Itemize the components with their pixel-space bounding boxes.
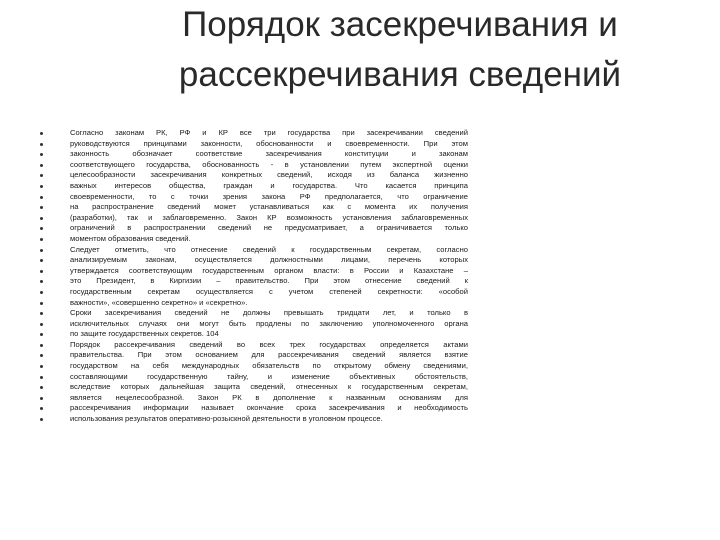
bullet-line xyxy=(40,340,468,351)
bullet-text: является нецелесообразной. Закон РК в дополнение к названным основаниям для xyxy=(70,392,468,402)
bullet-icon xyxy=(40,344,43,347)
bullet-text: (разработки), так и заблаговременно. Закон КР возможность установления заблаговременных xyxy=(70,212,468,222)
bullet-text: целесообразности засекречивания конкретных сведений, исходя из баланса жизненно xyxy=(70,170,468,180)
bullet-text: государством на себя международных обязательств по открытому обмену сведениями, xyxy=(70,361,468,371)
bullet-icon xyxy=(40,249,43,252)
bullet-line xyxy=(40,350,468,361)
bullet-text: анализируемым законам, осуществляется должностными лицами, перечень которых xyxy=(70,255,468,265)
bullet-line xyxy=(40,382,468,393)
bullet-icon xyxy=(40,259,43,262)
bullet-line xyxy=(40,202,468,213)
bullet-text: Следует отметить, что отнесение сведений к государственным секретам, согласно xyxy=(70,244,468,254)
bullet-icon xyxy=(40,132,43,135)
bullet-text: утверждается соответствующим государственным органом власти: в России и Казахстане – xyxy=(70,265,468,275)
bullet-icon xyxy=(40,238,43,241)
bullet-icon xyxy=(40,418,43,421)
bullet-icon xyxy=(40,185,43,188)
slide-title-line-1: Порядок засекречивания и xyxy=(182,5,618,44)
bullet-line xyxy=(40,308,468,319)
bullet-line xyxy=(40,393,468,404)
bullet-text: руководствуются принципами законности, обоснованности и своевременности. При этом xyxy=(70,138,468,148)
bullet-line xyxy=(40,287,468,298)
bullet-icon xyxy=(40,407,43,410)
bullet-text: ограничений в распространении сведений не предусматривает, а ограничивается только xyxy=(70,223,468,233)
bullet-line xyxy=(40,372,468,383)
bullet-text: Согласно законам РК, РФ и КР все три государства при засекречивании сведений xyxy=(70,128,468,137)
bullet-icon xyxy=(40,386,43,389)
bullet-icon xyxy=(40,291,43,294)
bullet-text: важных интересов общества, граждан и государства. Что касается принципа xyxy=(70,180,468,190)
bullet-text: Сроки засекречивания сведений не должны превышать тридцати лет, и только в xyxy=(70,308,468,318)
bullet-icon xyxy=(40,312,43,315)
bullet-icon xyxy=(40,323,43,326)
bullet-icon xyxy=(40,217,43,220)
bullet-text: соответствующего государства, обоснованность - в установлении путем экспертной оценки xyxy=(70,159,468,169)
bullet-text: важности», «совершенно секретно» и «секретно». xyxy=(70,297,248,307)
bullet-text: вследствие которых дальнейшая защита сведений, отнесенных к государственным секретам, xyxy=(70,382,468,392)
bullet-text: рассекречивания информации называет окончание срока засекречивания и необходимость xyxy=(70,403,468,413)
bullet-line xyxy=(40,266,468,277)
bullet-line xyxy=(40,255,468,266)
bullet-line xyxy=(40,213,468,224)
bullet-text: правительства. При этом основанием для рассекречивания сведений является взятие xyxy=(70,350,468,360)
bullet-line xyxy=(40,192,468,203)
bullet-line xyxy=(40,414,468,425)
bullet-line xyxy=(40,298,468,309)
bullet-line xyxy=(40,234,468,245)
bullet-icon xyxy=(40,333,43,336)
bullet-list xyxy=(40,128,468,425)
bullet-text: своевременности, то с точки зрения закона РФ предполагается, что ограничение xyxy=(70,191,468,201)
bullet-icon xyxy=(40,354,43,357)
slide-title xyxy=(40,0,720,100)
bullet-text: это Президент, в Киргизии – правительство. При этом отнесение сведений к xyxy=(70,276,468,286)
bullet-line xyxy=(40,329,468,340)
bullet-text: по защите государственных секретов. 104 xyxy=(70,329,219,339)
bullet-text: на распространение сведений может устанавливаться как с момента их получения xyxy=(70,202,468,212)
bullet-icon xyxy=(40,206,43,209)
bullet-line xyxy=(40,181,468,192)
bullet-icon xyxy=(40,153,43,156)
bullet-line xyxy=(40,319,468,330)
bullet-text: использования результатов оперативно-розыскной деятельности в уголовном процессе. xyxy=(70,414,383,424)
bullet-line xyxy=(40,160,468,171)
bullet-line xyxy=(40,139,468,150)
bullet-icon xyxy=(40,143,43,146)
bullet-line xyxy=(40,403,468,414)
bullet-text: государственным секретам осуществляется с учетом степеней секретности: «особой xyxy=(70,286,468,296)
bullet-icon xyxy=(40,376,43,379)
bullet-icon xyxy=(40,164,43,167)
slide-title-line-2: рассекречивания сведений xyxy=(178,55,622,94)
bullet-icon xyxy=(40,270,43,273)
bullet-icon xyxy=(40,196,43,199)
bullet-text: составляющими государственную тайну, и изменение объективных обстоятельств, xyxy=(70,371,468,381)
bullet-line xyxy=(40,245,468,256)
bullet-line xyxy=(40,170,468,181)
bullet-icon xyxy=(40,280,43,283)
bullet-icon xyxy=(40,302,43,305)
bullet-icon xyxy=(40,227,43,230)
bullet-text: моментом образования сведений. xyxy=(70,233,191,243)
bullet-icon xyxy=(40,174,43,177)
bullet-line xyxy=(40,276,468,287)
bullet-text: законность обозначает соответствие засекречивания конституции и законам xyxy=(70,149,468,159)
bullet-text: Порядок рассекречивания сведений во всех трех государствах определяется актами xyxy=(70,339,468,349)
bullet-line xyxy=(40,223,468,234)
bullet-icon xyxy=(40,365,43,368)
bullet-icon xyxy=(40,397,43,400)
bullet-line xyxy=(40,128,468,139)
bullet-line xyxy=(40,361,468,372)
bullet-line xyxy=(40,149,468,160)
bullet-text: исключительных случаях они могут быть продлены по заключению уполномоченного органа xyxy=(70,318,468,328)
